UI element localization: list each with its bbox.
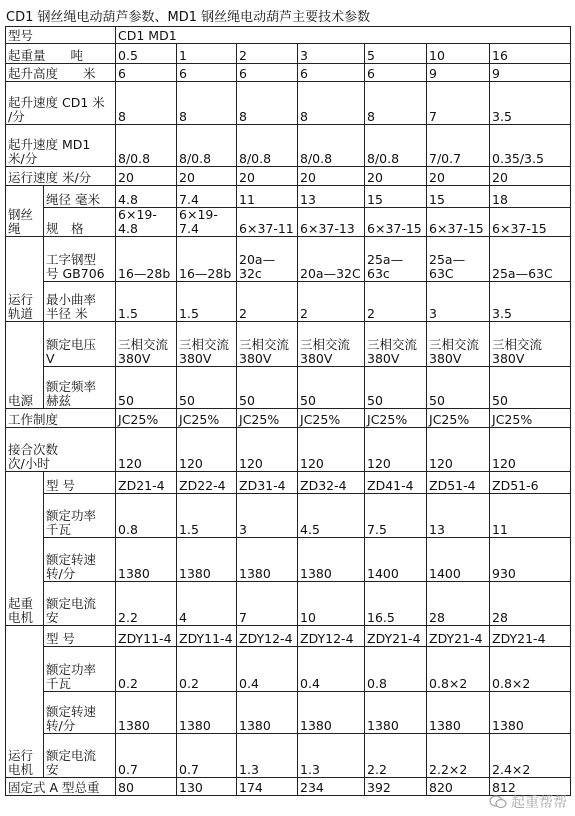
table-cell: 50	[427, 367, 490, 409]
table-cell: 11	[237, 186, 298, 208]
table-cell: 2.2×2	[427, 734, 490, 778]
table-cell: 8/0.8	[365, 125, 427, 167]
table-cell: 0.7	[177, 734, 237, 778]
group-label: 运行 轨道	[6, 237, 44, 322]
table-cell: 三相交流 380V	[298, 322, 365, 367]
table-cell: 三相交流 380V	[237, 322, 298, 367]
table-cell: 20a—32C	[298, 237, 365, 282]
table-cell: 3	[237, 494, 298, 538]
table-cell: 8/0.8	[298, 125, 365, 167]
table-cell: 50	[490, 367, 571, 409]
table-cell: 6	[116, 64, 177, 82]
table-cell: 1	[177, 44, 237, 64]
row-label: 固定式 A 型总重	[6, 778, 116, 796]
table-cell: JC25%	[427, 409, 490, 428]
row-frequency	[6, 367, 571, 409]
row-run-motor-model	[6, 626, 571, 647]
wechat-icon	[489, 795, 507, 809]
table-cell: 0.2	[116, 647, 177, 692]
table-cell: 50	[177, 367, 237, 409]
row-label: 额定频率 赫兹	[44, 367, 116, 409]
table-cell: 3.5	[490, 82, 571, 125]
table-cell: 50	[298, 367, 365, 409]
table-cell: ZD22-4	[177, 472, 237, 494]
table-cell: 120	[177, 428, 237, 472]
row-label: 型号	[6, 27, 116, 44]
table-cell: 1400	[365, 538, 427, 582]
table-cell: 1400	[427, 538, 490, 582]
table-cell: JC25%	[490, 409, 571, 428]
table-cell: 6×37-11	[237, 208, 298, 237]
watermark-text: 起重帮帮	[511, 795, 567, 811]
row-curve	[6, 282, 571, 322]
table-cell: 3	[427, 282, 490, 322]
row-label: 起升速度 CD1 米 /分	[6, 82, 116, 125]
table-cell: 1380	[427, 692, 490, 734]
table-cell: 16—28b	[177, 237, 237, 282]
table-cell: 15	[427, 186, 490, 208]
table-cell: ZD32-4	[298, 472, 365, 494]
table-cell: 1380	[116, 692, 177, 734]
table-cell: 三相交流 380V	[116, 322, 177, 367]
table-cell: 三相交流 380V	[365, 322, 427, 367]
row-label: 起升速度 MD1 米/分	[6, 125, 116, 167]
table-cell: 20	[177, 167, 237, 186]
table-cell: 20	[116, 167, 177, 186]
table-cell: 15	[365, 186, 427, 208]
row-label: 额定转速 转/分	[44, 692, 116, 734]
row-rope-spec	[6, 208, 571, 237]
table-cell: 6	[177, 64, 237, 82]
table-cell: 6×19-4.8	[116, 208, 177, 237]
table-cell: 120	[490, 428, 571, 472]
table-cell: 1.5	[116, 282, 177, 322]
row-lift-motor-model	[6, 472, 571, 494]
table-cell: 3.5	[490, 282, 571, 322]
table-cell: JC25%	[298, 409, 365, 428]
table-cell: 130	[177, 778, 237, 796]
group-label: 起重 电机	[6, 472, 44, 626]
table-cell: 16.5	[365, 582, 427, 626]
row-label: 绳径 毫米	[44, 186, 116, 208]
table-cell: ZDY21-4	[490, 626, 571, 647]
row-label: 工字钢型 号 GB706	[44, 237, 116, 282]
table-cell: 10	[427, 44, 490, 64]
table-cell: 120	[298, 428, 365, 472]
table-cell: 9	[427, 64, 490, 82]
row-lift-speed-cd1	[6, 82, 571, 125]
table-cell: 20	[237, 167, 298, 186]
table-cell: 25a—63C	[490, 237, 571, 282]
row-label: 起重量 吨	[6, 44, 116, 64]
table-cell: 6×37-13	[298, 208, 365, 237]
table-cell: 0.35/3.5	[490, 125, 571, 167]
row-weight	[6, 778, 571, 796]
table-cell: ZDY21-4	[427, 626, 490, 647]
table-cell: 8	[116, 82, 177, 125]
table-cell: 20	[427, 167, 490, 186]
table-cell: 三相交流 380V	[177, 322, 237, 367]
row-duty	[6, 409, 571, 428]
table-cell: 7.5	[365, 494, 427, 538]
table-cell: 0.8×2	[427, 647, 490, 692]
table-cell: ZDY12-4	[237, 626, 298, 647]
table-cell: 20	[298, 167, 365, 186]
table-cell: 13	[298, 186, 365, 208]
row-lift-motor-speed	[6, 538, 571, 582]
row-lift-motor-current	[6, 582, 571, 626]
table-cell: 2	[298, 282, 365, 322]
row-label: 最小曲率 半径 米	[44, 282, 116, 322]
table-cell: 1380	[177, 538, 237, 582]
table-cell: ZD51-4	[427, 472, 490, 494]
table-cell: 0.7	[116, 734, 177, 778]
table-cell: 6	[298, 64, 365, 82]
table-cell: 8/0.8	[177, 125, 237, 167]
table-cell: 120	[427, 428, 490, 472]
table-cell: ZDY12-4	[298, 626, 365, 647]
row-label: 额定功率 千瓦	[44, 647, 116, 692]
page-title: CD1 钢丝绳电动葫芦参数、MD1 钢丝绳电动葫芦主要技术参数	[6, 10, 371, 25]
row-label: 规 格	[44, 208, 116, 237]
table-cell: JC25%	[237, 409, 298, 428]
table-cell: 0.4	[237, 647, 298, 692]
table-cell: ZDY11-4	[177, 626, 237, 647]
table-cell: 18	[490, 186, 571, 208]
row-label: 工作制度	[6, 409, 116, 428]
table-cell: ZD31-4	[237, 472, 298, 494]
row-switch	[6, 428, 571, 472]
spec-table	[5, 26, 571, 796]
table-cell: 6×37-15	[365, 208, 427, 237]
table-cell: ZD21-4	[116, 472, 177, 494]
table-cell: 6	[365, 64, 427, 82]
table-cell: 0.8	[116, 494, 177, 538]
table-cell: ZD51-6	[490, 472, 571, 494]
table-cell: ZDY21-4	[365, 626, 427, 647]
row-label: 型 号	[44, 472, 116, 494]
table-cell: 9	[490, 64, 571, 82]
table-cell: 4	[177, 582, 237, 626]
table-cell: 8	[237, 82, 298, 125]
row-label: 运行速度 米/分	[6, 167, 116, 186]
row-beam	[6, 237, 571, 282]
table-cell: 7	[237, 582, 298, 626]
table-cell: 50	[237, 367, 298, 409]
table-cell: 1380	[298, 692, 365, 734]
table-cell: 120	[237, 428, 298, 472]
group-label: 运行 电机	[6, 626, 44, 778]
table-cell: 20a—32c	[237, 237, 298, 282]
table-cell: 28	[490, 582, 571, 626]
table-cell: 234	[298, 778, 365, 796]
table-cell: 1380	[490, 692, 571, 734]
table-cell: 1.5	[177, 494, 237, 538]
table-cell: 3	[298, 44, 365, 64]
table-cell: 28	[427, 582, 490, 626]
table-cell: 4.8	[116, 186, 177, 208]
table-cell: 2	[365, 282, 427, 322]
table-cell: 1380	[177, 692, 237, 734]
table-cell: 6	[237, 64, 298, 82]
table-cell: 20	[490, 167, 571, 186]
table-cell: 8	[365, 82, 427, 125]
table-cell: 20	[365, 167, 427, 186]
table-cell: 6×37-15	[490, 208, 571, 237]
table-cell: JC25%	[365, 409, 427, 428]
table-cell: 8/0.8	[116, 125, 177, 167]
row-lift-height	[6, 64, 571, 82]
row-label: 型 号	[44, 626, 116, 647]
row-lift-speed-md1	[6, 125, 571, 167]
watermark	[489, 792, 567, 812]
table-cell: JC25%	[177, 409, 237, 428]
table-cell: 174	[237, 778, 298, 796]
row-label: 额定电流 安	[44, 582, 116, 626]
table-cell: 1380	[365, 692, 427, 734]
table-cell: 1380	[237, 538, 298, 582]
table-cell: ZDY11-4	[116, 626, 177, 647]
table-cell: 1.5	[177, 282, 237, 322]
table-cell: 7.4	[177, 186, 237, 208]
table-cell: 812	[490, 778, 571, 796]
table-cell: 4.5	[298, 494, 365, 538]
row-label: 接合次数 次/小时	[6, 428, 116, 472]
table-cell: 2.4×2	[490, 734, 571, 778]
table-cell: 1380	[237, 692, 298, 734]
table-cell: 0.8	[365, 647, 427, 692]
table-cell: 0.2	[177, 647, 237, 692]
table-cell: 16	[490, 44, 571, 64]
row-run-motor-power	[6, 647, 571, 692]
row-model	[6, 27, 571, 44]
table-cell: 25a—63C	[427, 237, 490, 282]
table-cell: 8/0.8	[237, 125, 298, 167]
table-cell: 2	[237, 282, 298, 322]
table-cell: 2.2	[365, 734, 427, 778]
table-cell: 6×37-15	[427, 208, 490, 237]
row-run-speed	[6, 167, 571, 186]
table-cell: 10	[298, 582, 365, 626]
table-cell: JC25%	[116, 409, 177, 428]
table-cell: 1380	[116, 538, 177, 582]
table-cell: 0.5	[116, 44, 177, 64]
row-label: 起升高度 米	[6, 64, 116, 82]
row-run-motor-speed	[6, 692, 571, 734]
table-cell: 50	[116, 367, 177, 409]
table-cell: 8	[298, 82, 365, 125]
table-cell: 2.2	[116, 582, 177, 626]
table-cell: 5	[365, 44, 427, 64]
group-label: 钢丝 绳	[6, 186, 44, 237]
table-cell: 6×19-7.4	[177, 208, 237, 237]
table-cell: 120	[116, 428, 177, 472]
table-cell: 7	[427, 82, 490, 125]
row-rope-diameter	[6, 186, 571, 208]
table-cell: 2	[237, 44, 298, 64]
table-cell: 1380	[298, 538, 365, 582]
table-cell: 三相交流 380V	[427, 322, 490, 367]
group-label: 电源	[6, 322, 44, 409]
table-cell: 1.3	[298, 734, 365, 778]
table-cell: 16—28b	[116, 237, 177, 282]
table-cell: 11	[490, 494, 571, 538]
table-cell: 0.4	[298, 647, 365, 692]
row-lift-motor-power	[6, 494, 571, 538]
model-value: CD1 MD1	[116, 27, 571, 44]
table-cell: 392	[365, 778, 427, 796]
row-run-motor-current	[6, 734, 571, 778]
table-cell: 13	[427, 494, 490, 538]
table-cell: 1.3	[237, 734, 298, 778]
row-label: 额定功率 千瓦	[44, 494, 116, 538]
table-cell: 820	[427, 778, 490, 796]
table-cell: ZD41-4	[365, 472, 427, 494]
table-cell: 0.8×2	[490, 647, 571, 692]
row-label: 额定电流 安	[44, 734, 116, 778]
row-label: 额定转速 转/分	[44, 538, 116, 582]
row-load	[6, 44, 571, 64]
table-cell: 50	[365, 367, 427, 409]
table-cell: 25a—63c	[365, 237, 427, 282]
table-cell: 120	[365, 428, 427, 472]
row-voltage	[6, 322, 571, 367]
row-label: 额定电压 V	[44, 322, 116, 367]
table-cell: 7/0.7	[427, 125, 490, 167]
table-cell: 930	[490, 538, 571, 582]
table-cell: 8	[177, 82, 237, 125]
table-cell: 80	[116, 778, 177, 796]
table-cell: 三相交流 380V	[490, 322, 571, 367]
